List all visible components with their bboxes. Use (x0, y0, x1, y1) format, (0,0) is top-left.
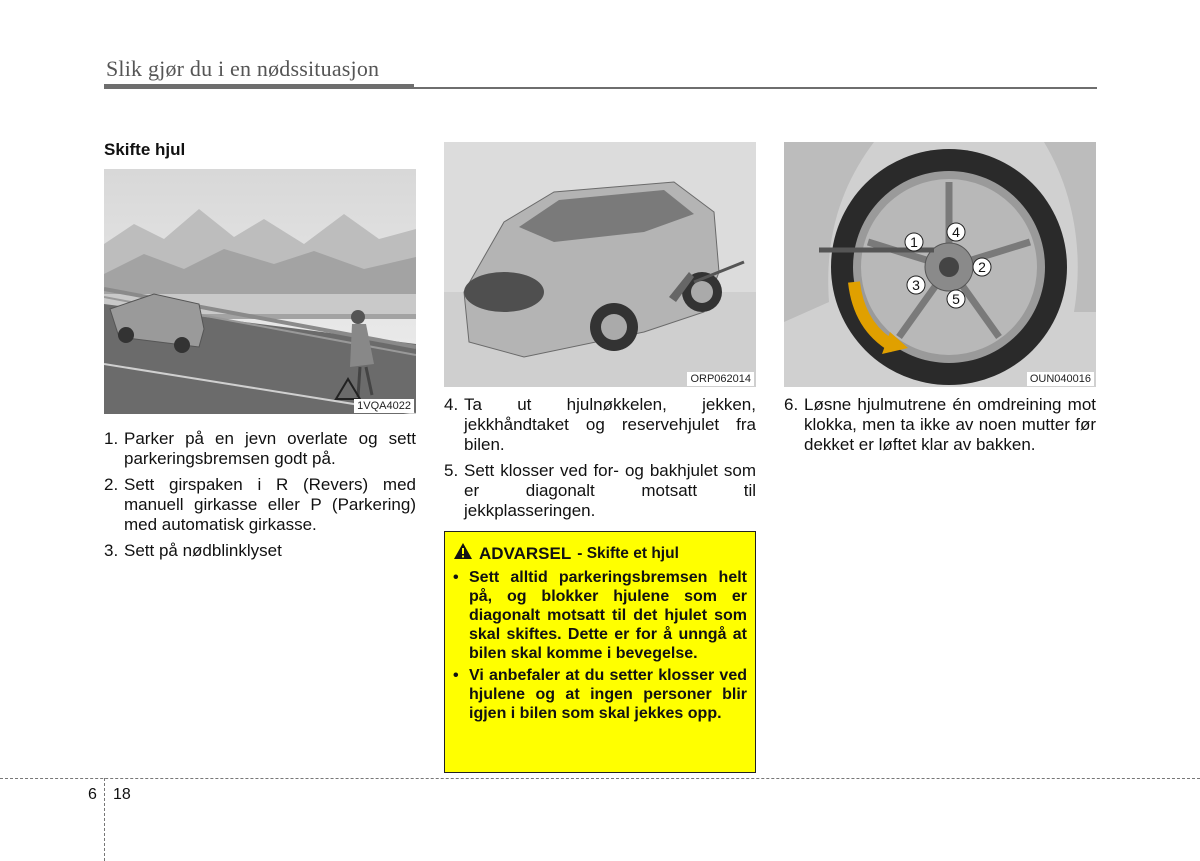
header-rule-thick (104, 84, 414, 89)
list-item (444, 395, 756, 455)
figure-code: ORP062014 (687, 372, 754, 386)
figure-wheel-nuts (784, 142, 1096, 387)
bullet: • (453, 667, 459, 684)
step-text: Sett girspaken i R (Revers) med manuell girkasse eller P (Parkering) med automatisk girkasse. (124, 475, 416, 534)
warning-title (453, 542, 747, 565)
step-text: Sett klosser ved for- og bakhjulet som er diagonalt motsatt til jekkplasseringen. (464, 461, 756, 520)
step-number: 6. (784, 395, 799, 414)
column1-steps (104, 429, 416, 567)
nut-label-4: 4 (952, 224, 960, 240)
page-header-title: Slik gjør du i en nødssituasjon (106, 56, 380, 81)
step-text: Løsne hjulmutrene én omdreining mot klokka, men ta ikke av noen mutter før dekket er løftet klar av bakken. (804, 395, 1096, 454)
step-number: 1. (104, 429, 119, 448)
list-item (104, 541, 416, 561)
warning-title-text: ADVARSEL (479, 544, 572, 563)
list-item (104, 475, 416, 535)
warning-item (453, 568, 747, 663)
header-rule-thin (414, 87, 1097, 89)
figure-roadside-scene (104, 169, 416, 414)
list-item (104, 429, 416, 469)
column2-steps (444, 395, 756, 527)
nut-label-1: 1 (910, 234, 918, 250)
list-item (444, 461, 756, 521)
nut-label-2: 2 (978, 259, 986, 275)
warning-item-text: Sett alltid parkeringsbremsen helt på, og blokker hjulene som er diagonalt motsatt til det hjulet som skal skiftes. Dette er for å unngå at bilen skal komme i bevegelse. (469, 569, 747, 662)
figure-car-jack (444, 142, 756, 387)
nut-label-5: 5 (952, 291, 960, 307)
step-number: 3. (104, 541, 119, 560)
list-item (784, 395, 1096, 455)
step-number: 5. (444, 461, 459, 480)
warning-item (453, 666, 747, 723)
warning-subtitle: - Skifte et hjul (577, 545, 679, 562)
footer-vertical-rule (104, 778, 105, 861)
section-heading: Skifte hjul (104, 140, 186, 159)
step-number: 4. (444, 395, 459, 414)
step-text: Sett på nødblinklyset (124, 541, 282, 560)
figure-code: 1VQA4022 (354, 399, 414, 413)
footer-section-number: 6 (88, 786, 97, 803)
step-text: Ta ut hjulnøkkelen, jekken, jekkhåndtaket og reservehjulet fra bilen. (464, 395, 756, 454)
warning-box (444, 531, 756, 773)
step-text: Parker på en jevn overlate og sett parkeringsbremsen godt på. (124, 429, 416, 468)
nut-label-3: 3 (912, 277, 920, 293)
footer-dashed-rule (0, 778, 1200, 779)
figure-code: OUN040016 (1027, 372, 1094, 386)
column3-steps (784, 395, 1096, 461)
bullet: • (453, 569, 459, 586)
warning-triangle-icon (453, 542, 473, 565)
step-number: 2. (104, 475, 119, 494)
footer-page-number: 18 (113, 786, 131, 803)
warning-item-text: Vi anbefaler at du setter klosser ved hjulene og at ingen personer blir igjen i bilen som skal jekkes opp. (469, 667, 747, 722)
